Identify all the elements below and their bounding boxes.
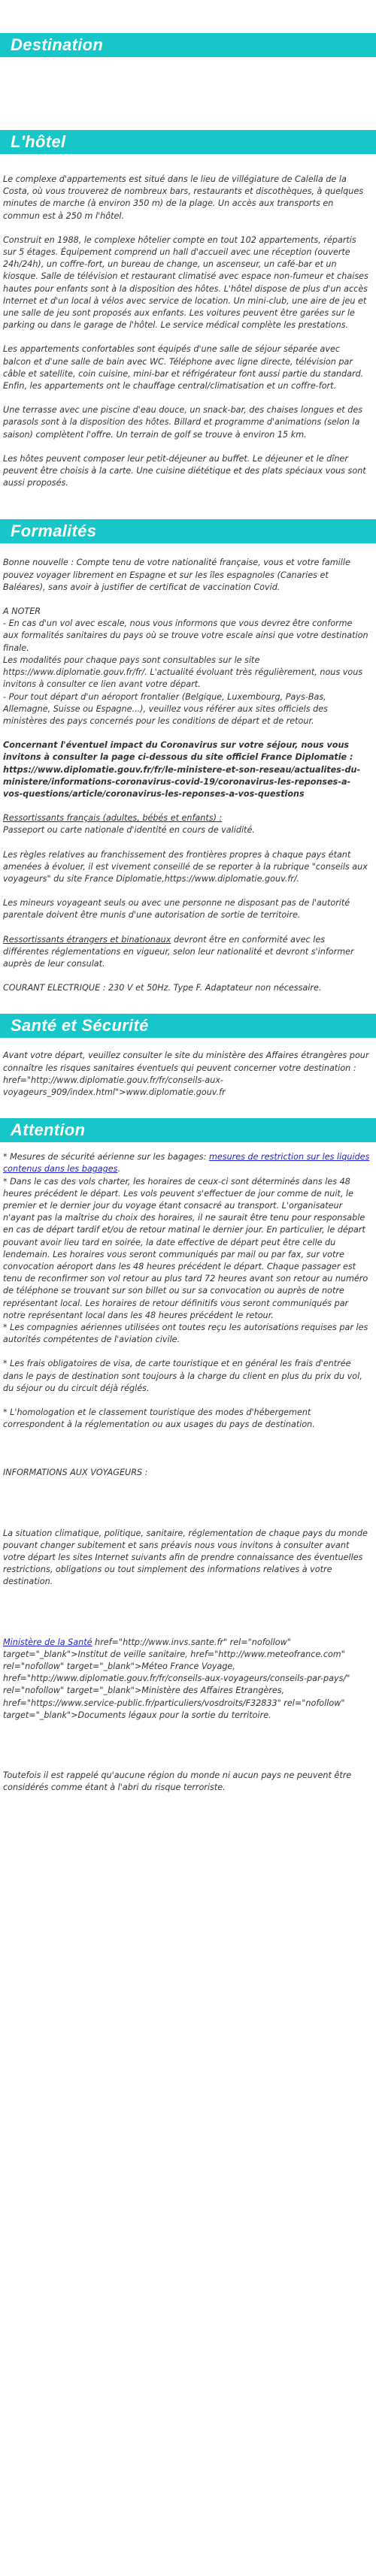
note-line: Les modalités pour chaque pays sont consultables sur le site https://www.diplomatie.gouv.fr/fr/. L'actualité évoluant très régulièrement, nous vous invitons à consulter ce lien avant votre départ. (3, 655, 363, 690)
terrorism-text: Toutefois il est rappelé qu'aucune région du monde ni aucun pays ne peuvent être considérés comme étant à l'abri du risque terroriste. (3, 1770, 352, 1793)
formalites-intro: Bonne nouvelle : Compte tenu de votre nationalité française, vous et votre famille pouvez voyager librement en Espagne et sur les îles espagnoles (Canaries et Baléares), sans avoir à justifier de certificat de vaccination Covid. (3, 558, 350, 592)
situation-text: La situation climatique, politique, sanitaire, réglementation de chaque pays du monde pouvant changer subitement et sans préavis nous vous invitons à consulter avant votre départ les sites Internet suivants afin de prendre connaissance des éventuelles restrictions, obligations ou tout simplement des informations relatives à votre destination. (3, 1528, 368, 1587)
hotel-section (0, 57, 376, 489)
security-suffix: . (117, 1164, 121, 1175)
fees-text: * Les frais obligatoires de visa, de carte touristique et en général les frais d'entrée dans le pays de destination sont toujours à la charge du client en plus du prix du vol, du séjour ou du circuit déjà réglés. (3, 1359, 362, 1393)
formalites-section (0, 501, 376, 994)
coronavirus-notice: Concernant l'éventuel impact du Coronavirus sur votre séjour, nous vous invitons à consulter la page ci-dessous du site officiel France Diplomatie : https://www.diplomatie.gouv.fr/fr/le-ministere-et-son-reseau/actualites-du-ministere/informations-coronavirus-covid-19/coronavirus-les-reponses-a-vos-questions/article/coronavirus-les-reponses-a-vos-questions (3, 740, 361, 799)
airlines-text: * Les compagnies aériennes utilisées ont toutes reçu les autorisations requises par les autorités compétentes de l'aviation civile. (3, 1323, 368, 1345)
french-residents-title: Ressortissants français (adultes, bébés et enfants) : (3, 813, 223, 824)
attention-heading: Attention (0, 1118, 376, 1142)
foreign-residents-text: devront être en conformité avec les différentes réglementations en vigueur, selon leur nationalité et devront s'informer auprès de leur consulat. (3, 934, 354, 969)
sante-heading: Santé et Sécurité (0, 1014, 376, 1038)
baggage-restrictions-link[interactable]: mesures de restriction sur les liquides contenus dans les bagages (3, 1152, 370, 1175)
foreign-residents-title: Ressortissants étrangers et binationaux (3, 934, 171, 945)
charter-text: * Dans le cas des vols charter, les horaires de ceux-ci sont déterminés dans les 48 heures précédent le départ. Les vols peuvent s'effectuer de jour comme de nuit, le premier et le dernier jour du voyage étant consacré au transport. L'organisateur n'ayant pas la maîtrise du choix des horaires, il ne saurait être tenu pour responsable en cas de départ tardif et/ou de retour matinal le dernier jour. En particulier, le départ pouvant avoir lieu tard en soirée, la date effective de départ peut être celle du lendemain. Les horaires vous seront communiqués par mail ou par fax, sur votre convocation aéroport dans les 48 heures précédent le départ. Chaque passager est tenu de reconfirmer son vol retour au plus tard 72 heures avant son retour au numéro de téléphone se trouvant sur son billet ou sur sa convocation ou auprès de notre représentant local. Les horaires de retour définitifs vous seront communiqués par notre représentant local dans les 48 heures précédent le retour. (3, 1176, 368, 1320)
attention-content (0, 1142, 376, 1794)
sante-text: Avant votre départ, veuillez consulter le site du ministère des Affaires étrangères pour connaître les risques sanitaires éventuels qui peuvent concerner votre destination : href="http://www.diplomatie.gouv.fr/fr/conseils-aux-voyageurs_909/index.html">www.diplomatie.gouv.fr (3, 1051, 369, 1097)
border-rules-text: Les règles relatives au franchissement des frontières propres à chaque pays étant amenées à évoluer, il est vivement conseillé de se reporter à la rubrique "conseils aux voyageurs" du site France Diplomatie,https://www.diplomatie.gouv.fr/. (3, 849, 368, 884)
hotel-paragraph: Les hôtes peuvent composer leur petit-déjeuner au buffet. Le déjeuner et le dîner peuvent être choisis à la carte. Une cuisine diététique et des plats spéciaux vous sont aussi proposés. (3, 453, 366, 488)
minors-text: Les mineurs voyageant seuls ou avec une personne ne disposant pas de l'autorité parentale doivent être munis d'une autorisation de sortie de territoire. (3, 898, 350, 921)
info-title: INFORMATIONS AUX VOYAGEURS : (3, 1468, 148, 1478)
formalites-heading: Formalités (0, 519, 376, 543)
hotel-paragraph: Une terrasse avec une piscine d'eau douce, un snack-bar, des chaises longues et des parasols sont à la disposition des hôtes. Billard et programme d'animations (selon la saison) complètent l'offre. Un terrain de golf se trouve à environ 15 km. (3, 405, 363, 440)
links-text: href="http://www.invs.sante.fr" rel="nofollow" target="_blank">Institut de veille sanitaire, href="http://www.meteofrance.com" rel="nofollow" target="_blank">Méteo France Voyage, href="http://www.diplomatie.gouv.fr/fr/conseils-aux-voyageurs/conseils-par-pays/" rel="nofollow" target="_blank">Ministère des Affaires Etrangères, href="https://www.service-public.fr/particuliers/vosdroits/F32833" rel="nofollow" target="_blank">Documents légaux pour la sortie du territoire. (3, 1637, 350, 1720)
destination-section (0, 0, 376, 57)
destination-heading: Destination (0, 33, 376, 57)
note-line: - Pour tout départ d'un aéroport frontalier (Belgique, Luxembourg, Pays-Bas, Allemagne, Suisse ou Espagne...), veuillez vous référer aux sites officiels des ministères des pays concernés pour les conditions de départ et de retour. (3, 691, 328, 726)
ministere-sante-link[interactable]: Ministère de la Santé (3, 1637, 92, 1647)
note-line: - En cas d'un vol avec escale, nous vous informons que vous devrez être conforme aux formalités sanitaires du pays où se trouve votre escale ainsi que votre destination finale. (3, 618, 368, 653)
hotel-paragraph: Construit en 1988, le complexe hôtelier compte en tout 102 appartements, répartis sur 5 étages. Équipement comprend un hall d'accueil avec une réception (ouverte 24h/24h), un coffre-fort, un bureau de change, un ascenseur, un café-bar et un kiosque. Salle de télévision et restaurant climatisé avec espace non-fumeur et chaises hautes pour enfants sont à la disposition des hôtes. L'hôtel dispose de plus d'un accès Internet et d'un local à vélos avec service de location. Un mini-club, une aire de jeu et une salle de jeu sont proposés aux enfants. Les voitures peuvent être garées sur le parking ou dans le garage de l'hôtel. Le service médical complète les prestations. (3, 234, 368, 331)
attention-section (0, 1111, 376, 1794)
hotel-content (0, 154, 376, 489)
formalites-content (0, 543, 376, 994)
hotel-heading: L'hôtel (0, 130, 376, 154)
security-prefix: * Mesures de sécurité aérienne sur les bagages: (3, 1152, 209, 1163)
french-residents-text: Passeport ou carte nationale d'identité en cours de validité. (3, 825, 255, 836)
electric-current-text: COURANT ELECTRIQUE : 230 V et 50Hz. Type F. Adaptateur non nécessaire. (3, 983, 322, 993)
hotel-paragraph: Le complexe d'appartements est situé dans le lieu de villégiature de Calella de la Costa, où vous trouverez de nombreux bars, restaurants et discothèques, à quelques minutes de marche (à environ 350 m) de la plage. Un accès aux transports en commun est à 250 m l'hôtel. (3, 174, 364, 221)
homologation-text: * L'homologation et le classement touristique des modes d'hébergement correspondent à la réglementation ou aux usages du pays de destination. (3, 1407, 315, 1430)
note-line: A NOTER (3, 606, 41, 617)
sante-section (0, 1006, 376, 1099)
hotel-paragraph: Les appartements confortables sont équipés d'une salle de séjour séparée avec balcon et d'une salle de bain avec WC. Téléphone avec ligne directe, télévision par câble et satellite, coin cuisine, mini-bar et réfrigérateur font aussi partie du standard. Enfin, les appartements ont le chauffage central/climatisation et un coffre-fort. (3, 344, 364, 392)
sante-content (0, 1038, 376, 1099)
